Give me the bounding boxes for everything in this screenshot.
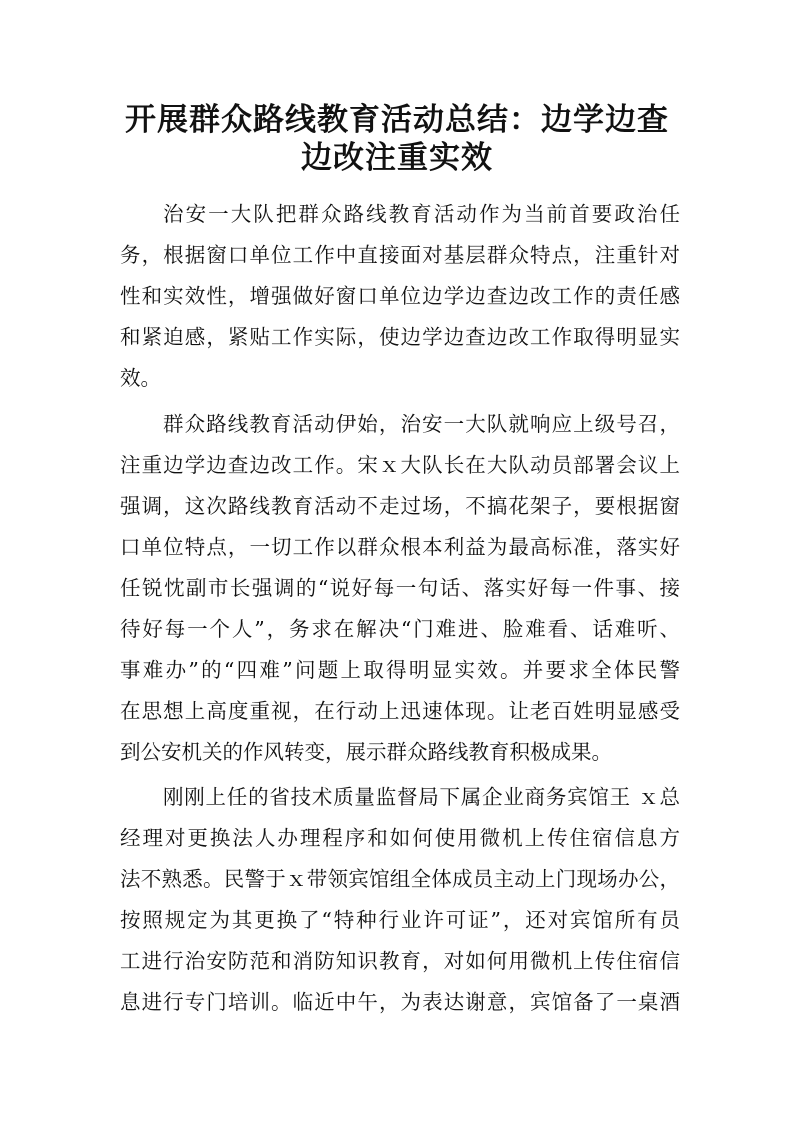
paragraph-line: 群众路线教育活动伊始，治安一大队就响应上级号召， [163, 412, 680, 436]
paragraph-line: 到公安机关的作风转变，展示群众路线教育积极成果。 [120, 740, 612, 764]
paragraph-line: 工进行治安防范和消防知识教育，对如何用微机上传住宿信 [120, 949, 680, 973]
paragraph-line: 经理对更换法人办理程序和如何使用微机上传住宿信息方 [120, 826, 680, 850]
paragraph-line: 和紧迫感，紧贴工作实际，使边学边查边改工作取得明显实 [120, 325, 680, 349]
paragraph-line: 务，根据窗口单位工作中直接面对基层群众特点，注重针对 [120, 243, 680, 267]
document-title-line-2: 边改注重实效 [301, 140, 493, 176]
document-title-line-1: 开展群众路线教育活动总结：边学边查 [125, 102, 669, 138]
paragraph-line: 口单位特点，一切工作以群众根本利益为最高标准，落实好 [120, 535, 680, 559]
paragraph-line: 任锐忱副市长强调的“说好每一句话、落实好每一件事、接 [120, 576, 680, 600]
paragraph-line: 息进行专门培训。临近中午，为表达谢意，宾馆备了一桌酒 [120, 990, 680, 1014]
paragraph-line: 在思想上高度重视，在行动上迅速体现。让老百姓明显感受 [120, 699, 680, 723]
paragraph-line: 按照规定为其更换了“特种行业许可证”，还对宾馆所有员 [120, 908, 680, 932]
paragraph-line: 效。 [120, 366, 161, 390]
paragraph-line: 注重边学边查边改工作。宋ｘ大队长在大队动员部署会议上 [120, 453, 680, 477]
paragraph-line: 刚刚上任的省技术质量监督局下属企业商务宾馆王 ｘ总 [163, 785, 680, 809]
paragraph-line: 强调，这次路线教育活动不走过场，不搞花架子，要根据窗 [120, 494, 680, 518]
paragraph-line: 治安一大队把群众路线教育活动作为当前首要政治任 [163, 202, 680, 226]
paragraph-line: 法不熟悉。民警于ｘ带领宾馆组全体成员主动上门现场办公， [120, 867, 680, 891]
paragraph-line: 事难办”的“四难”问题上取得明显实效。并要求全体民警 [120, 658, 680, 682]
paragraph-line: 性和实效性，增强做好窗口单位边学边查边改工作的责任感 [120, 284, 680, 308]
paragraph-line: 待好每一个人”，务求在解决“门难进、脸难看、话难听、 [120, 617, 680, 641]
